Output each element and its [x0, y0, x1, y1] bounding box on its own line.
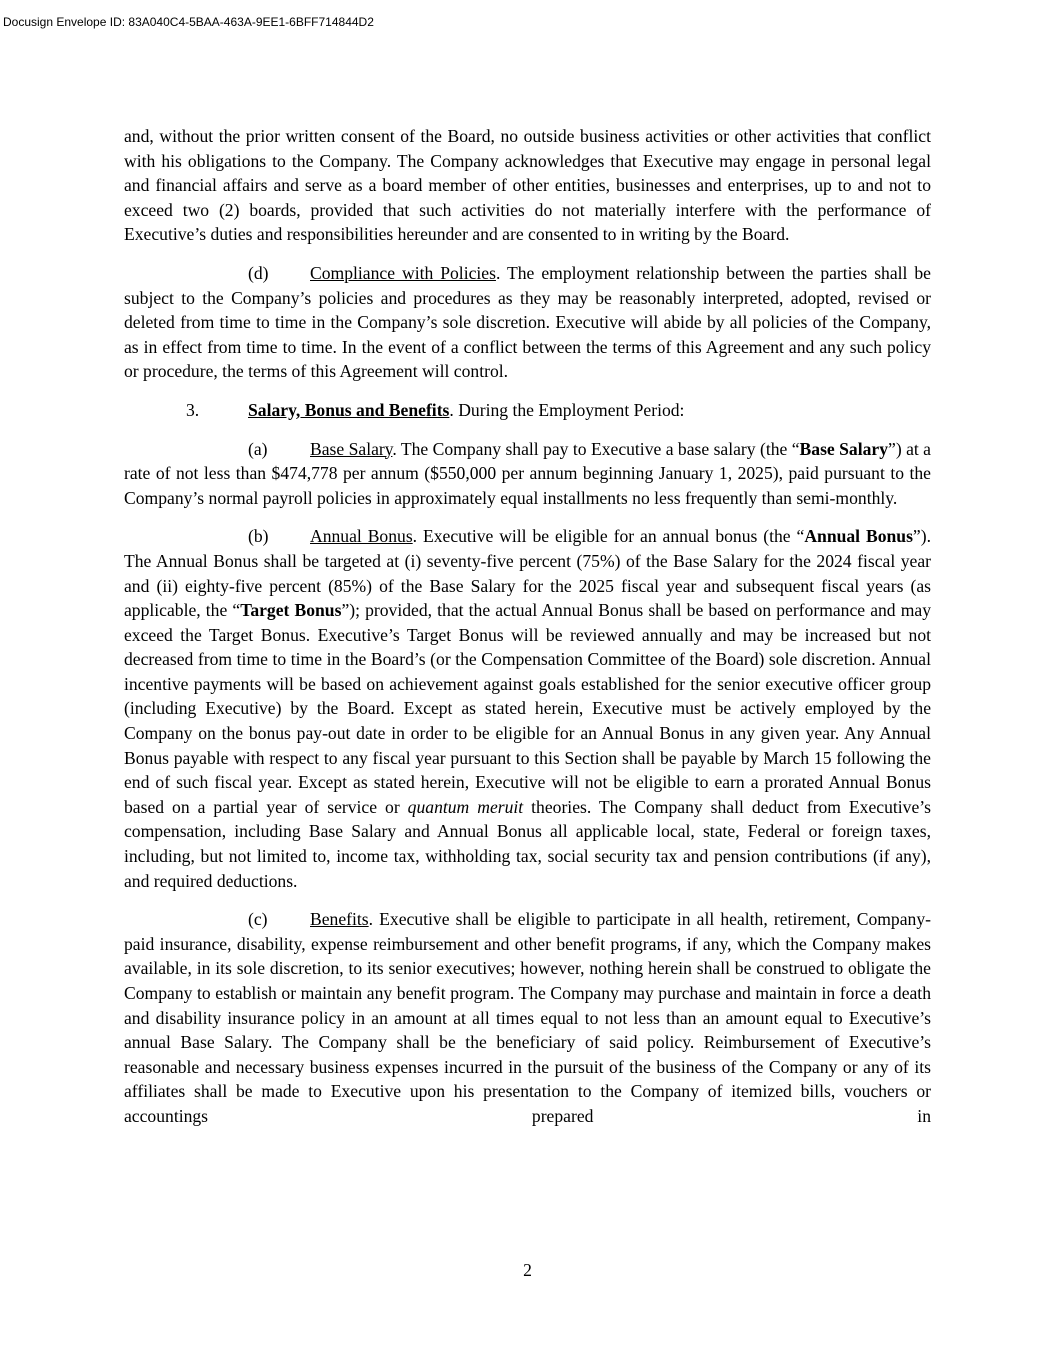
clause-number: (a)	[248, 438, 268, 459]
clause-title: Benefits	[310, 909, 369, 930]
clause-number: (c)	[248, 909, 268, 930]
clause-text: ”) at a rate of not less than $474,778 per annum ($550,000 per annum beginning January 1, 2025), paid pursuant to the Company’s normal payroll policies in approximately equal installments no less frequently than semi-monthly.	[124, 438, 931, 508]
paragraph-intro: and, without the prior written consent of the Board, no outside business activities or other activities that conflict with his obligations to the Company. The Company acknowledges that Executive may engage in personal legal and financial affairs and serve as a board member of other entities, businesses and enterprises, up to and not to exceed two (2) boards, provided that such activities do not materially interfere with the performance of Executive’s duties and responsibilities hereunder and are consented to in writing by the Board.	[124, 126, 931, 245]
clause-text: ”). The Annual Bonus shall be targeted at (i) seventy-five percent (75%) of the Base Salary for the 2024 fiscal year and (ii) eighty-five percent (85%) of the Base Salary for the 2025 fiscal year and subsequent fiscal years (as applicable, the “	[124, 526, 931, 621]
clause-title: Annual Bonus	[310, 526, 413, 547]
document-body	[124, 124, 931, 1143]
paragraph-b-annual-bonus	[124, 524, 931, 893]
paragraph-a-base-salary	[124, 437, 931, 511]
section-3-heading	[124, 398, 931, 423]
clause-text: . The Company shall pay to Executive a base salary (the “	[392, 438, 800, 459]
docusign-envelope-id: Docusign Envelope ID: 83A040C4-5BAA-463A-9EE1-6BFF714844D2	[3, 15, 374, 29]
defined-term: Base Salary	[799, 438, 889, 459]
section-number: 3.	[186, 399, 200, 420]
defined-term: Annual Bonus	[804, 526, 913, 547]
clause-text: . The employment relationship between the parties shall be subject to the Company’s policies and procedures as they may be reasonably interpreted, adopted, revised or deleted from time to time in the Company’s sole discretion. Executive will abide by all policies of the Company, as in effect from time to time. In the event of a conflict between the terms of this Agreement and any such policy or procedure, the terms of this Agreement will control.	[124, 262, 931, 382]
clause-title: Compliance with Policies	[310, 262, 496, 283]
clause-title: Base Salary	[310, 438, 393, 459]
section-text: . During the Employment Period:	[449, 399, 685, 420]
clause-text: . Executive will be eligible for an annual bonus (the “	[412, 526, 805, 547]
section-title: Salary, Bonus and Benefits	[248, 399, 450, 420]
clause-text: . Executive shall be eligible to participate in all health, retirement, Company-paid insurance, disability, expense reimbursement and other benefit programs, if any, which the Company makes available, in its sole discretion, to its senior executives; however, nothing herein shall be construed to obligate the Company to establish or maintain any benefit program. The Company may purchase and maintain in force a death and disability insurance policy in an amount at all times equal to not less than an amount equal to Executive’s annual Base Salary. The Company shall be the beneficiary of said policy. Reimbursement of Executive’s reasonable and necessary business expenses incurred in the pursuit of the business of the Company or any of its affiliates shall be made to Executive upon his presentation to the Company of itemized bills, vouchers or accountings prepared in	[124, 909, 931, 1126]
clause-text: theories. The Company shall deduct from Executive’s compensation, including Base Salary and Annual Bonus all applicable local, state, Federal or foreign taxes, including, but not limited to, income tax, withholding tax, social security tax and pension contributions (if any), and required deductions.	[124, 796, 931, 891]
clause-text: ”); provided, that the actual Annual Bonus shall be based on performance and may exceed the Target Bonus. Executive’s Target Bonus will be reviewed annually and may be increased but not decreased from time to time in the Board’s (or the Compensation Committee of the Board) sole discretion. Annual incentive payments will be based on achievement against goals established for the senior executive officer group (including Executive) by the Board. Except as stated herein, Executive must be actively employed by the Company on the bonus pay-out date in order to be eligible for an Annual Bonus in any given year. Any Annual Bonus payable with respect to any fiscal year pursuant to this Section shall be payable by March 15 following the end of such fiscal year. Except as stated herein, Executive will not be eligible to earn a prorated Annual Bonus based on a partial year of service or	[124, 600, 931, 817]
clause-number: (b)	[248, 526, 269, 547]
italic-phrase: quantum meruit	[407, 796, 524, 817]
clause-number: (d)	[248, 262, 269, 283]
defined-term: Target Bonus	[240, 600, 342, 621]
paragraph-c-benefits	[124, 907, 931, 1128]
page-number: 2	[523, 1260, 532, 1280]
paragraph-d-compliance	[124, 261, 931, 384]
